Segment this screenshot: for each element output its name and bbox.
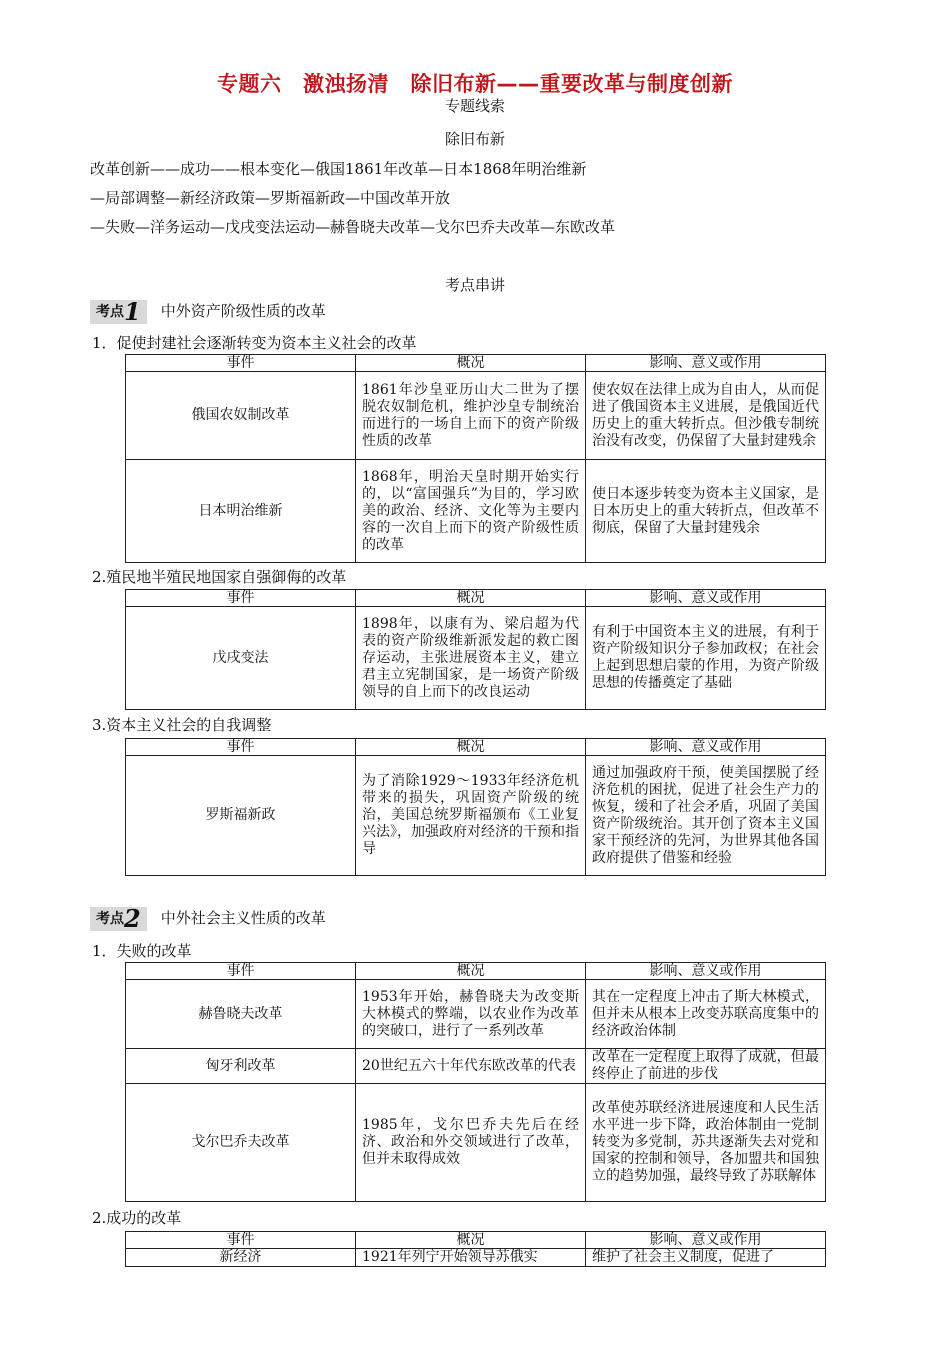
clue-line: 改革创新——成功——根本变化—俄国1861年改革—日本1868年明治维新 bbox=[90, 160, 587, 178]
col-header-impact: 影响、意义或作用 bbox=[586, 963, 826, 980]
col-header-overview: 概况 bbox=[356, 355, 586, 372]
table-row bbox=[126, 607, 826, 710]
overview-cell: 1953年开始，赫鲁晓夫为改变斯大林模式的弊端，以农业作为改革的突破口，进行了一系列改革 bbox=[356, 980, 586, 1049]
keypoint-2-header bbox=[90, 904, 326, 933]
col-header-event: 事件 bbox=[126, 963, 356, 980]
col-header-event: 事件 bbox=[126, 590, 356, 607]
keypoint-badge: 考点1 bbox=[90, 300, 147, 324]
overview-cell: 1898年，以康有为、梁启超为代表的资产阶级维新派发起的救亡图存运动，主张进展资本主义，建立君主立宪制国家，是一场资产阶级领导的自上而下的改良运动 bbox=[356, 607, 586, 710]
event-cell: 新经济 bbox=[126, 1249, 356, 1267]
clue-label: 专题线索 bbox=[444, 97, 505, 115]
event-cell: 戊戌变法 bbox=[126, 607, 356, 710]
keypoint-title: 中外资产阶级性质的改革 bbox=[160, 302, 326, 320]
impact-cell: 改革使苏联经济进展速度和人民生活水平进一步下降，政治体制由一党制转变为多党制，苏共逐渐失去对党和国家的控制和领导，各加盟共和国独立的趋势加强，最终导致了苏联解体 bbox=[586, 1084, 826, 1202]
col-header-impact: 影响、意义或作用 bbox=[586, 1232, 826, 1249]
reform-table bbox=[125, 962, 826, 1202]
event-cell: 罗斯福新政 bbox=[126, 756, 356, 876]
overview-cell: 1868年，明治天皇时期开始实行的，以“富国强兵”为目的，学习欧美的政治、经济、文化等为主要内容的一次自上而下的资产阶级性质的改革 bbox=[356, 460, 586, 563]
impact-cell: 其在一定程度上冲击了斯大林模式，但并未从根本上改变苏联高度集中的经济政治体制 bbox=[586, 980, 826, 1049]
page-title: 专题六 激浊扬清 除旧布新——重要改革与制度创新 bbox=[217, 72, 733, 96]
impact-cell: 有利于中国资本主义的进展，有利于资产阶级知识分子参加政权；在社会上起到思想启蒙的作用，为资产阶级思想的传播奠定了基础 bbox=[586, 607, 826, 710]
col-header-event: 事件 bbox=[126, 1232, 356, 1249]
clue-center: 除旧布新 bbox=[444, 130, 505, 148]
table-row bbox=[126, 372, 826, 460]
col-header-overview: 概况 bbox=[356, 963, 586, 980]
col-header-overview: 概况 bbox=[356, 739, 586, 756]
subsection-heading: 1．促使封建社会逐渐转变为资本主义社会的改革 bbox=[92, 334, 417, 352]
impact-cell: 维护了社会主义制度，促进了 bbox=[586, 1249, 826, 1267]
keypoint-title: 中外社会主义性质的改革 bbox=[160, 909, 326, 927]
table-row bbox=[126, 1084, 826, 1202]
col-header-event: 事件 bbox=[126, 739, 356, 756]
table-row bbox=[126, 756, 826, 876]
table-row bbox=[126, 1249, 826, 1267]
overview-cell: 为了消除1929～1933年经济危机带来的损失，巩固资产阶级的统治，美国总统罗斯福颁布《工业复兴法》，加强政府对经济的干预和指导 bbox=[356, 756, 586, 876]
keypoint-1-header bbox=[90, 297, 326, 326]
col-header-impact: 影响、意义或作用 bbox=[586, 739, 826, 756]
impact-cell: 使农奴在法律上成为自由人，从而促进了俄国资本主义进展，是俄国近代历史上的重大转折点。但沙俄专制统治没有改变，仍保留了大量封建残余 bbox=[586, 372, 826, 460]
overview-cell: 20世纪五六十年代东欧改革的代表 bbox=[356, 1049, 586, 1084]
overview-cell: 1921年列宁开始领导苏俄实 bbox=[356, 1249, 586, 1267]
subsection-heading: 2.殖民地半殖民地国家自强御侮的改革 bbox=[92, 568, 347, 586]
col-header-overview: 概况 bbox=[356, 1232, 586, 1249]
col-header-event: 事件 bbox=[126, 355, 356, 372]
impact-cell: 通过加强政府干预，使美国摆脱了经济危机的困扰，促进了社会生产力的恢复，缓和了社会矛盾，巩固了美国资产阶级统治。其开创了资本主义国家干预经济的先河，为世界其他各国政府提供了借鉴和经验 bbox=[586, 756, 826, 876]
table-row bbox=[126, 980, 826, 1049]
overview-cell: 1985年，戈尔巴乔夫先后在经济、政治和外交领域进行了改革，但并未取得成效 bbox=[356, 1084, 586, 1202]
event-cell: 匈牙利改革 bbox=[126, 1049, 356, 1084]
event-cell: 俄国农奴制改革 bbox=[126, 372, 356, 460]
col-header-overview: 概况 bbox=[356, 590, 586, 607]
reform-table bbox=[125, 738, 826, 876]
event-cell: 戈尔巴乔夫改革 bbox=[126, 1084, 356, 1202]
event-cell: 日本明治维新 bbox=[126, 460, 356, 563]
section-label: 考点串讲 bbox=[444, 276, 505, 294]
reform-table bbox=[125, 589, 826, 710]
table-row bbox=[126, 460, 826, 563]
subsection-heading: 3.资本主义社会的自我调整 bbox=[92, 716, 272, 734]
event-cell: 赫鲁晓夫改革 bbox=[126, 980, 356, 1049]
impact-cell: 改革在一定程度上取得了成就，但最终停止了前进的步伐 bbox=[586, 1049, 826, 1084]
col-header-impact: 影响、意义或作用 bbox=[586, 355, 826, 372]
clue-line: —失败—洋务运动—戊戌变法运动—赫鲁晓夫改革—戈尔巴乔夫改革—东欧改革 bbox=[90, 218, 616, 236]
keypoint-badge: 考点2 bbox=[90, 907, 147, 931]
col-header-impact: 影响、意义或作用 bbox=[586, 590, 826, 607]
overview-cell: 1861年沙皇亚历山大二世为了摆脱农奴制危机，维护沙皇专制统治而进行的一场自上而下的资产阶级性质的改革 bbox=[356, 372, 586, 460]
clue-line: —局部调整—新经济政策—罗斯福新政—中国改革开放 bbox=[90, 189, 451, 207]
reform-table bbox=[125, 354, 826, 563]
table-row bbox=[126, 1049, 826, 1084]
subsection-heading: 2.成功的改革 bbox=[92, 1209, 182, 1227]
subsection-heading: 1．失败的改革 bbox=[92, 942, 192, 960]
reform-table bbox=[125, 1231, 826, 1267]
impact-cell: 使日本逐步转变为资本主义国家，是日本历史上的重大转折点，但改革不彻底，保留了大量封建残余 bbox=[586, 460, 826, 563]
